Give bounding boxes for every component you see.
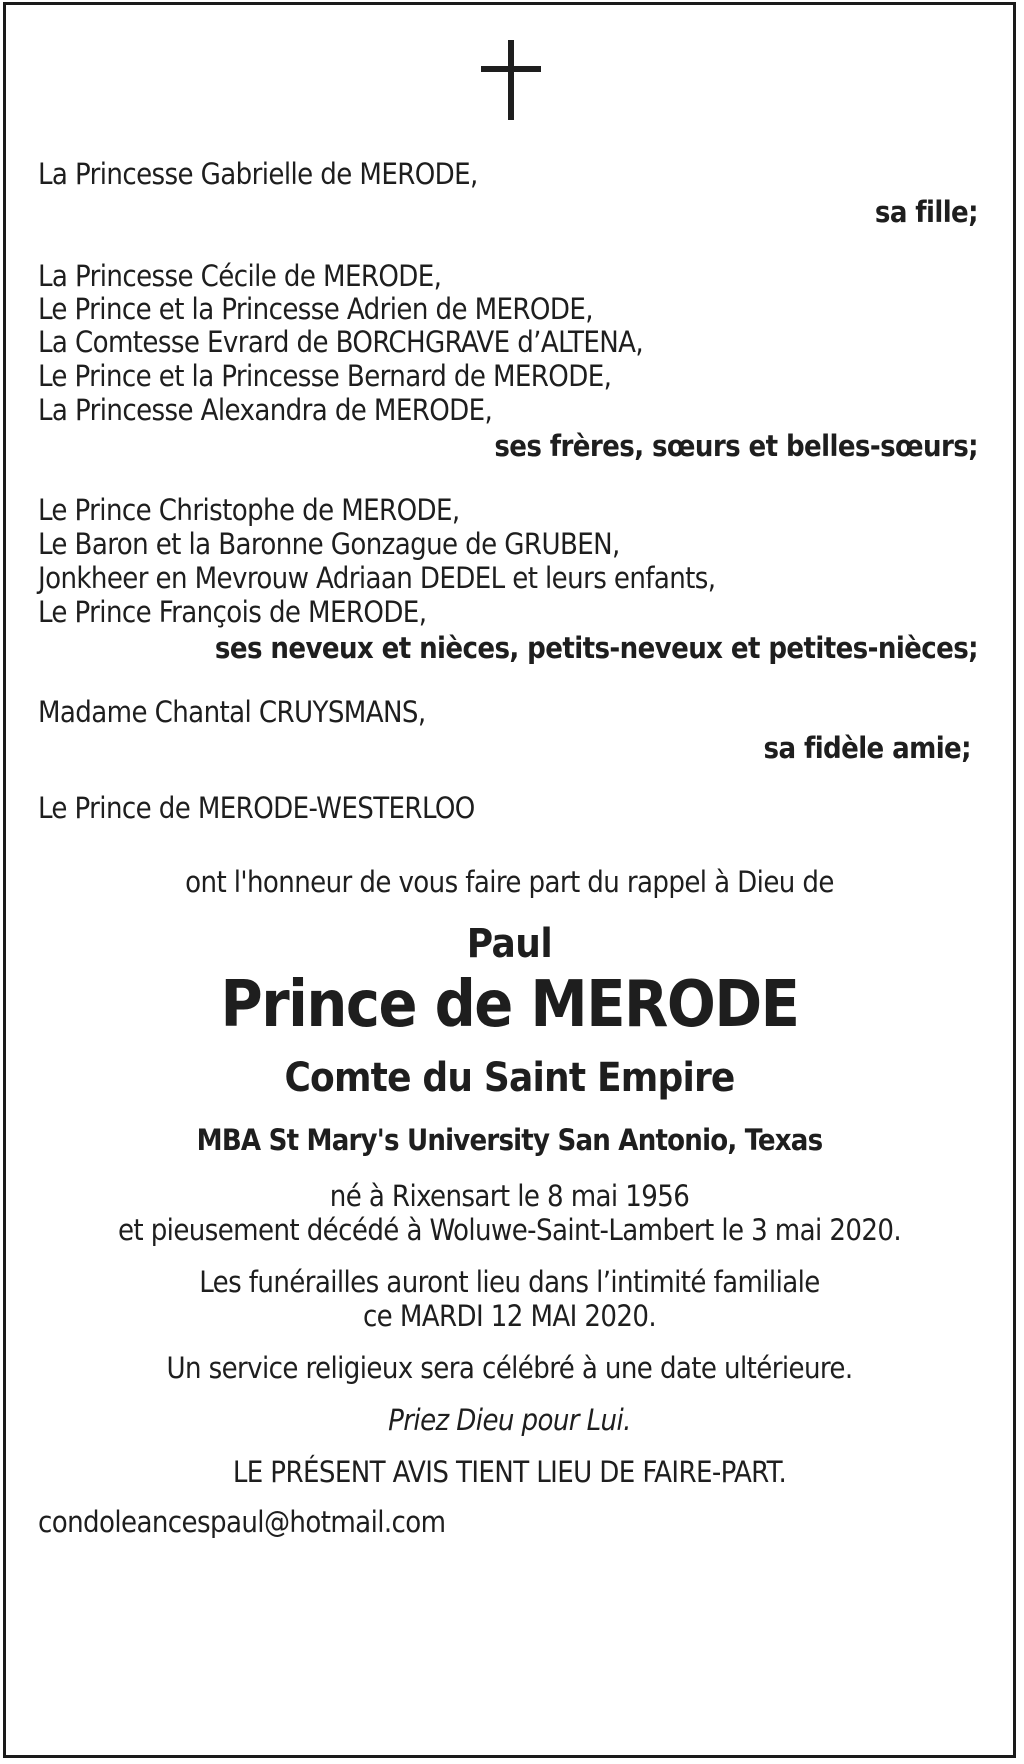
birth-info: né à Rixensart le 8 mai 1956 (329, 1179, 690, 1213)
funeral-info: Les funérailles auront lieu dans l’intimité familiale (199, 1265, 820, 1299)
latin-cross-icon (481, 40, 541, 120)
notice-text: LE PRÉSENT AVIS TIENT LIEU DE FAIRE-PART. (232, 1455, 787, 1489)
family-relation: sa fidèle amie; (763, 731, 971, 765)
family-name-line: La Princesse Cécile de MERODE, (38, 259, 442, 293)
family-name-line: La Princesse Gabrielle de MERODE, (38, 157, 478, 191)
family-name-line: Le Prince et la Princesse Adrien de MERODE, (38, 292, 593, 326)
family-relation: ses neveux et nièces, petits-neveux et petites-nièces; (214, 631, 978, 665)
deceased-degree: MBA St Mary's University San Antonio, Texas (196, 1123, 823, 1157)
family-relation: sa fille; (874, 195, 978, 229)
funeral-date: ce MARDI 12 MAI 2020. (362, 1299, 657, 1333)
deceased-title: Comte du Saint Empire (284, 1055, 735, 1101)
family-name-line: Jonkheer en Mevrouw Adriaan DEDEL et leurs enfants, (38, 561, 716, 595)
family-name-line: Le Prince Christophe de MERODE, (38, 493, 460, 527)
family-name-line: Le Prince de MERODE-WESTERLOO (38, 791, 475, 825)
family-name-line: La Comtesse Evrard de BORCHGRAVE d’ALTENA, (38, 325, 644, 359)
deceased-name: Prince de MERODE (220, 968, 799, 1042)
service-info: Un service religieux sera célébré à une date ultérieure. (166, 1351, 853, 1385)
family-name-line: Madame Chantal CRUYSMANS, (38, 695, 426, 729)
deceased-first-name: Paul (466, 921, 553, 967)
condolence-email[interactable]: condoleancespaul@hotmail.com (38, 1505, 446, 1539)
family-name-line: Le Prince et la Princesse Bernard de MERODE, (38, 359, 612, 393)
prayer-text: Priez Dieu pour Lui. (388, 1403, 631, 1437)
family-relation: ses frères, sœurs et belles-sœurs; (494, 429, 978, 463)
death-info: et pieusement décédé à Woluwe-Saint-Lambert le 3 mai 2020. (117, 1213, 902, 1247)
announcement-text: ont l'honneur de vous faire part du rappel à Dieu de (185, 865, 834, 899)
family-name-line: Le Prince François de MERODE, (38, 595, 427, 629)
obituary-notice (3, 2, 1016, 1758)
family-name-line: La Princesse Alexandra de MERODE, (38, 393, 493, 427)
family-name-line: Le Baron et la Baronne Gonzague de GRUBEN, (38, 527, 620, 561)
